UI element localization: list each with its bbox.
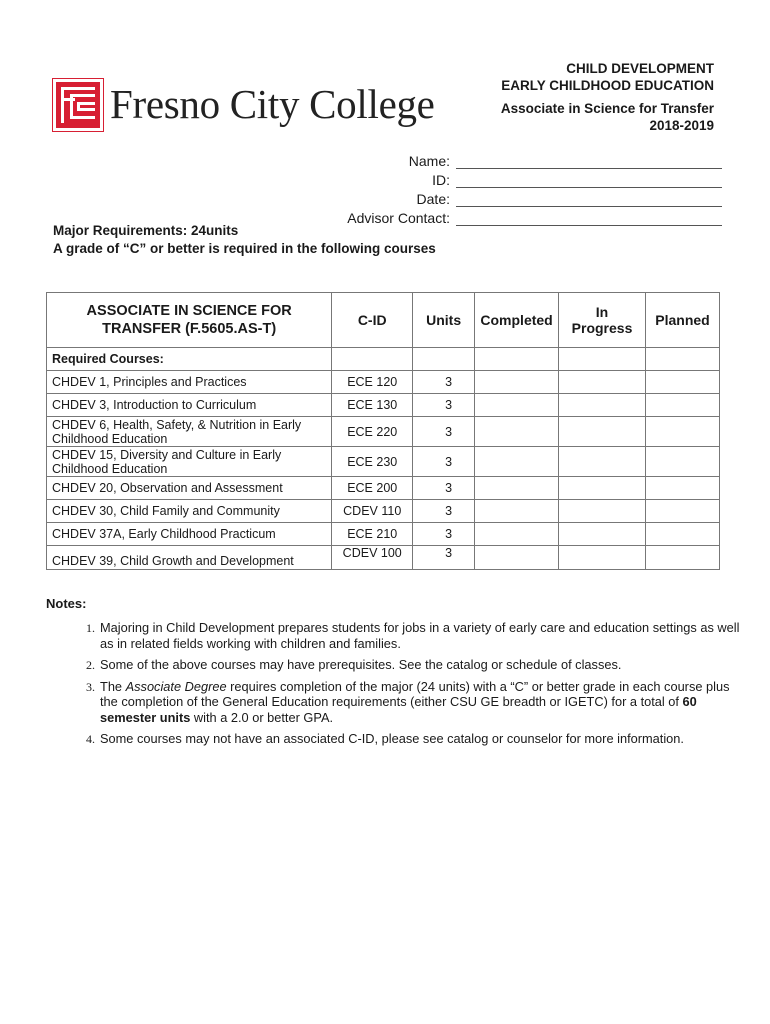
course-units: 3 — [413, 523, 475, 546]
course-name: CHDEV 15, Diversity and Culture in Early Childhood Education — [47, 447, 332, 477]
completed-cell[interactable] — [475, 477, 559, 500]
note-item: 4. Some courses may not have an associated C-ID, please see catalog or counselor for more information. — [98, 731, 748, 747]
name-label: Name: — [408, 153, 450, 169]
in-progress-cell[interactable] — [559, 523, 646, 546]
course-name: CHDEV 6, Health, Safety, & Nutrition in Early Childhood Education — [47, 417, 332, 447]
course-units: 3 — [413, 371, 475, 394]
in-progress-cell[interactable] — [559, 500, 646, 523]
table-row — [47, 546, 720, 570]
completed-cell[interactable] — [475, 523, 559, 546]
name-row — [300, 150, 722, 169]
advisor-field[interactable] — [456, 212, 722, 226]
course-units: 3 — [413, 447, 475, 477]
note-emphasis: Associate Degree — [125, 678, 231, 694]
planned-cell[interactable] — [646, 546, 720, 570]
catalog-year: 2018-2019 — [649, 118, 714, 133]
course-units: 3 — [413, 546, 475, 570]
requirements-table — [46, 292, 720, 570]
course-name: CHDEV 30, Child Family and Community — [47, 500, 332, 523]
table-row — [47, 447, 720, 477]
program-title-header — [47, 293, 332, 348]
note-item: 1. Majoring in Child Development prepares students for jobs in a variety of early care and education settings as well as in related fields working with children and families. — [98, 620, 748, 651]
planned-header: Planned — [646, 293, 720, 348]
course-cid: CDEV 100 — [332, 546, 413, 570]
planned-cell[interactable] — [646, 417, 720, 447]
in-progress-cell[interactable] — [559, 546, 646, 570]
table-row — [47, 417, 720, 447]
in-progress-cell[interactable] — [559, 477, 646, 500]
program-title-line2: TRANSFER (F.5605.AS-T) — [102, 321, 277, 337]
course-name: CHDEV 3, Introduction to Curriculum — [47, 394, 332, 417]
course-name: CHDEV 39, Child Growth and Development — [47, 546, 332, 570]
course-cid: ECE 220 — [332, 417, 413, 447]
course-units: 3 — [413, 417, 475, 447]
cid-header: C-ID — [332, 293, 413, 348]
course-name: CHDEV 1, Principles and Practices — [47, 371, 332, 394]
degree-title: Associate in Science for Transfer — [500, 101, 714, 116]
id-field[interactable] — [456, 174, 722, 188]
section-row — [47, 348, 720, 371]
table-row — [47, 394, 720, 417]
table-row — [47, 500, 720, 523]
in-progress-cell[interactable] — [559, 447, 646, 477]
in-progress-line2: Progress — [571, 320, 633, 336]
date-label: Date: — [416, 191, 450, 207]
note-text: with a 2.0 or better GPA. — [190, 709, 334, 725]
college-name: Fresno City College — [110, 81, 435, 127]
fresno-city-college-logo-icon — [52, 78, 104, 132]
course-cid: ECE 230 — [332, 447, 413, 477]
in-progress-line1: In — [595, 304, 609, 320]
table-row — [47, 371, 720, 394]
planned-cell[interactable] — [646, 371, 720, 394]
course-cid: ECE 130 — [332, 394, 413, 417]
completed-cell[interactable] — [475, 546, 559, 570]
completed-cell[interactable] — [475, 394, 559, 417]
in-progress-cell[interactable] — [559, 371, 646, 394]
program-header — [501, 60, 714, 134]
program-title-line1: ASSOCIATE IN SCIENCE FOR — [86, 303, 292, 319]
section-label: Required Courses: — [47, 348, 332, 371]
date-field[interactable] — [456, 193, 722, 207]
table-row — [47, 523, 720, 546]
notes-title: Notes: — [46, 596, 87, 611]
course-cid: ECE 120 — [332, 371, 413, 394]
planned-cell[interactable] — [646, 500, 720, 523]
planned-cell[interactable] — [646, 447, 720, 477]
table-header-row — [47, 293, 720, 348]
id-label: ID: — [432, 172, 450, 188]
planned-cell[interactable] — [646, 394, 720, 417]
student-info-form — [300, 150, 722, 226]
in-progress-cell[interactable] — [559, 417, 646, 447]
planned-cell[interactable] — [646, 477, 720, 500]
in-progress-header — [559, 293, 646, 348]
units-header: Units — [413, 293, 475, 348]
note-text: The — [100, 678, 126, 694]
completed-header: Completed — [475, 293, 559, 348]
program-title: CHILD DEVELOPMENT — [566, 61, 714, 76]
course-name: CHDEV 20, Observation and Assessment — [47, 477, 332, 500]
completed-cell[interactable] — [475, 417, 559, 447]
grade-requirement: A grade of “C” or better is required in the following courses — [53, 241, 436, 256]
completed-cell[interactable] — [475, 500, 559, 523]
name-field[interactable] — [456, 155, 722, 169]
note-text: requires completion of the major (24 units) with a “C” or better grade in each course plus the completion of the General Education requirements (either CSU GE breadth or IGETC) for a total of — [100, 678, 730, 709]
course-cid: CDEV 110 — [332, 500, 413, 523]
advisor-label: Advisor Contact: — [347, 210, 450, 226]
table-row — [47, 477, 720, 500]
course-units: 3 — [413, 477, 475, 500]
course-name: CHDEV 37A, Early Childhood Practicum — [47, 523, 332, 546]
completed-cell[interactable] — [475, 447, 559, 477]
program-area: EARLY CHILDHOOD EDUCATION — [501, 78, 714, 93]
note-strong: 60 semester units — [100, 694, 697, 725]
course-cid: ECE 200 — [332, 477, 413, 500]
planned-cell[interactable] — [646, 523, 720, 546]
date-row — [300, 188, 722, 207]
major-requirements — [53, 222, 436, 258]
completed-cell[interactable] — [475, 371, 559, 394]
in-progress-cell[interactable] — [559, 394, 646, 417]
course-units: 3 — [413, 500, 475, 523]
course-units: 3 — [413, 394, 475, 417]
major-units: Major Requirements: 24units — [53, 223, 239, 238]
note-item: 2. Some of the above courses may have prerequisites. See the catalog or schedule of classes. — [98, 657, 748, 673]
note-item — [98, 679, 748, 726]
id-row — [300, 169, 722, 188]
notes-list — [70, 620, 748, 753]
course-cid: ECE 210 — [332, 523, 413, 546]
